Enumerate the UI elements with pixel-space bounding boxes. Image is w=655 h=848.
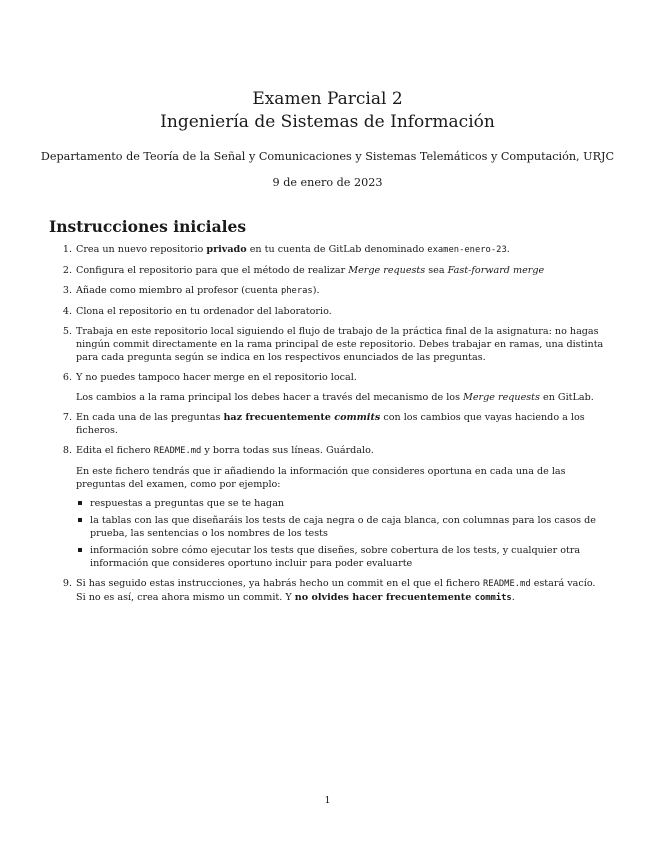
item-bold: haz frecuentemente — [223, 412, 335, 423]
filename-code: README.md — [482, 579, 531, 589]
item-text: Crea un nuevo repositorio — [76, 244, 207, 255]
exam-date: 9 de enero de 2023 — [272, 176, 383, 189]
exam-title: Examen Parcial 2 — [252, 89, 403, 109]
item-text: Si has seguido estas instrucciones, ya habrás hecho un commit en el que el fichero — [76, 578, 483, 589]
item-number: 4. — [62, 306, 72, 317]
item-number: 5. — [62, 326, 72, 337]
instructions-list — [58, 243, 606, 612]
item-text: estará vacío. Si no es así, crea ahora mismo un commit. Y — [76, 578, 596, 603]
item-text: ). — [312, 285, 320, 296]
list-item — [58, 264, 606, 277]
list-item — [58, 371, 606, 404]
item-subparagraph: En este fichero tendrás que ir añadiendo la información que consideres oportuna en cada una de las preguntas del examen, como por ejemplo: — [76, 466, 566, 490]
bullet-text: la tablas con las que diseñaráis los tests de caja negra o de caja blanca, con columnas para los casos de prueba, las sentencias o los nombres de los tests — [90, 515, 596, 539]
bullet-text: información sobre cómo ejecutar los tests que diseñes, sobre cobertura de los tests, y cualquier otra información que consideres oportuno incluir para poder evaluarte — [90, 545, 581, 569]
course-title: Ingeniería de Sistemas de Información — [160, 112, 495, 132]
item-text: Añade como miembro al profesor (cuenta — [76, 285, 281, 296]
department: Departamento de Teoría de la Señal y Comunicaciones y Sistemas Telemáticos y Computación, URJC — [40, 150, 615, 163]
square-bullet-icon — [78, 518, 82, 522]
list-item — [58, 444, 606, 570]
bullet-item — [76, 544, 606, 570]
item-number: 1. — [62, 244, 72, 255]
square-bullet-icon — [78, 501, 82, 505]
page-number: 1 — [324, 795, 331, 806]
list-item — [58, 243, 606, 257]
item-number: 2. — [62, 265, 72, 276]
item-emphasis: Merge requests — [348, 265, 426, 276]
bullet-item — [76, 497, 606, 510]
item-number: 6. — [62, 372, 72, 383]
title-block — [0, 88, 655, 134]
item-bold: privado — [206, 244, 247, 255]
list-item — [58, 577, 606, 605]
item-bold-emphasis: commits — [334, 412, 381, 423]
item-text: . — [511, 592, 515, 603]
item-text: Clona el repositorio en tu ordenador del laboratorio. — [76, 306, 332, 317]
filename-code: README.md — [153, 446, 202, 456]
list-item — [58, 411, 606, 437]
bullet-item — [76, 514, 606, 540]
item-text: En cada una de las preguntas — [76, 412, 224, 423]
item-number: 9. — [62, 578, 72, 589]
list-item — [58, 284, 606, 298]
bullet-text: respuestas a preguntas que se te hagan — [90, 498, 285, 509]
item-text: Trabaja en este repositorio local siguiendo el flujo de trabajo de la práctica final de la asignatura: no hagas ningún commit directamente en la rama principal de este repositorio. Debes trabajar en ramas, una distinta para cada pregunta según se indica en los respectivos enunciados de las preguntas. — [76, 326, 604, 363]
section-heading: Instrucciones iniciales — [49, 217, 247, 236]
item-emphasis: Fast-forward merge — [447, 265, 545, 276]
item-text: sea — [425, 265, 448, 276]
item-text: Edita el fichero — [76, 445, 154, 456]
list-item — [58, 305, 606, 318]
item-text: en GitLab. — [539, 392, 594, 403]
item-text: con los cambios que vayas haciendo a los ficheros. — [76, 412, 585, 436]
item-text: y borra todas sus líneas. Guárdalo. — [201, 445, 374, 456]
item-number: 8. — [62, 445, 72, 456]
bullet-list — [76, 497, 606, 570]
item-text: Configura el repositorio para que el método de realizar — [76, 265, 349, 276]
item-emphasis: Merge requests — [463, 392, 540, 403]
account-code: pheras — [280, 286, 313, 296]
item-text: Y no puedes tampoco hacer merge en el repositorio local. — [76, 372, 357, 383]
item-text: en tu cuenta de GitLab denominado — [246, 244, 428, 255]
item-subparagraph — [76, 391, 606, 404]
item-number: 7. — [62, 412, 72, 423]
square-bullet-icon — [78, 548, 82, 552]
repo-name-code: examen-enero-23 — [427, 245, 507, 255]
item-text: Los cambios a la rama principal los debes hacer a través del mecanismo de los — [76, 392, 464, 403]
item-text: . — [506, 244, 510, 255]
item-bold: no olvides hacer frecuentemente — [294, 592, 475, 603]
item-number: 3. — [62, 285, 72, 296]
list-item — [58, 325, 606, 364]
item-bold-code: commits — [474, 593, 512, 603]
